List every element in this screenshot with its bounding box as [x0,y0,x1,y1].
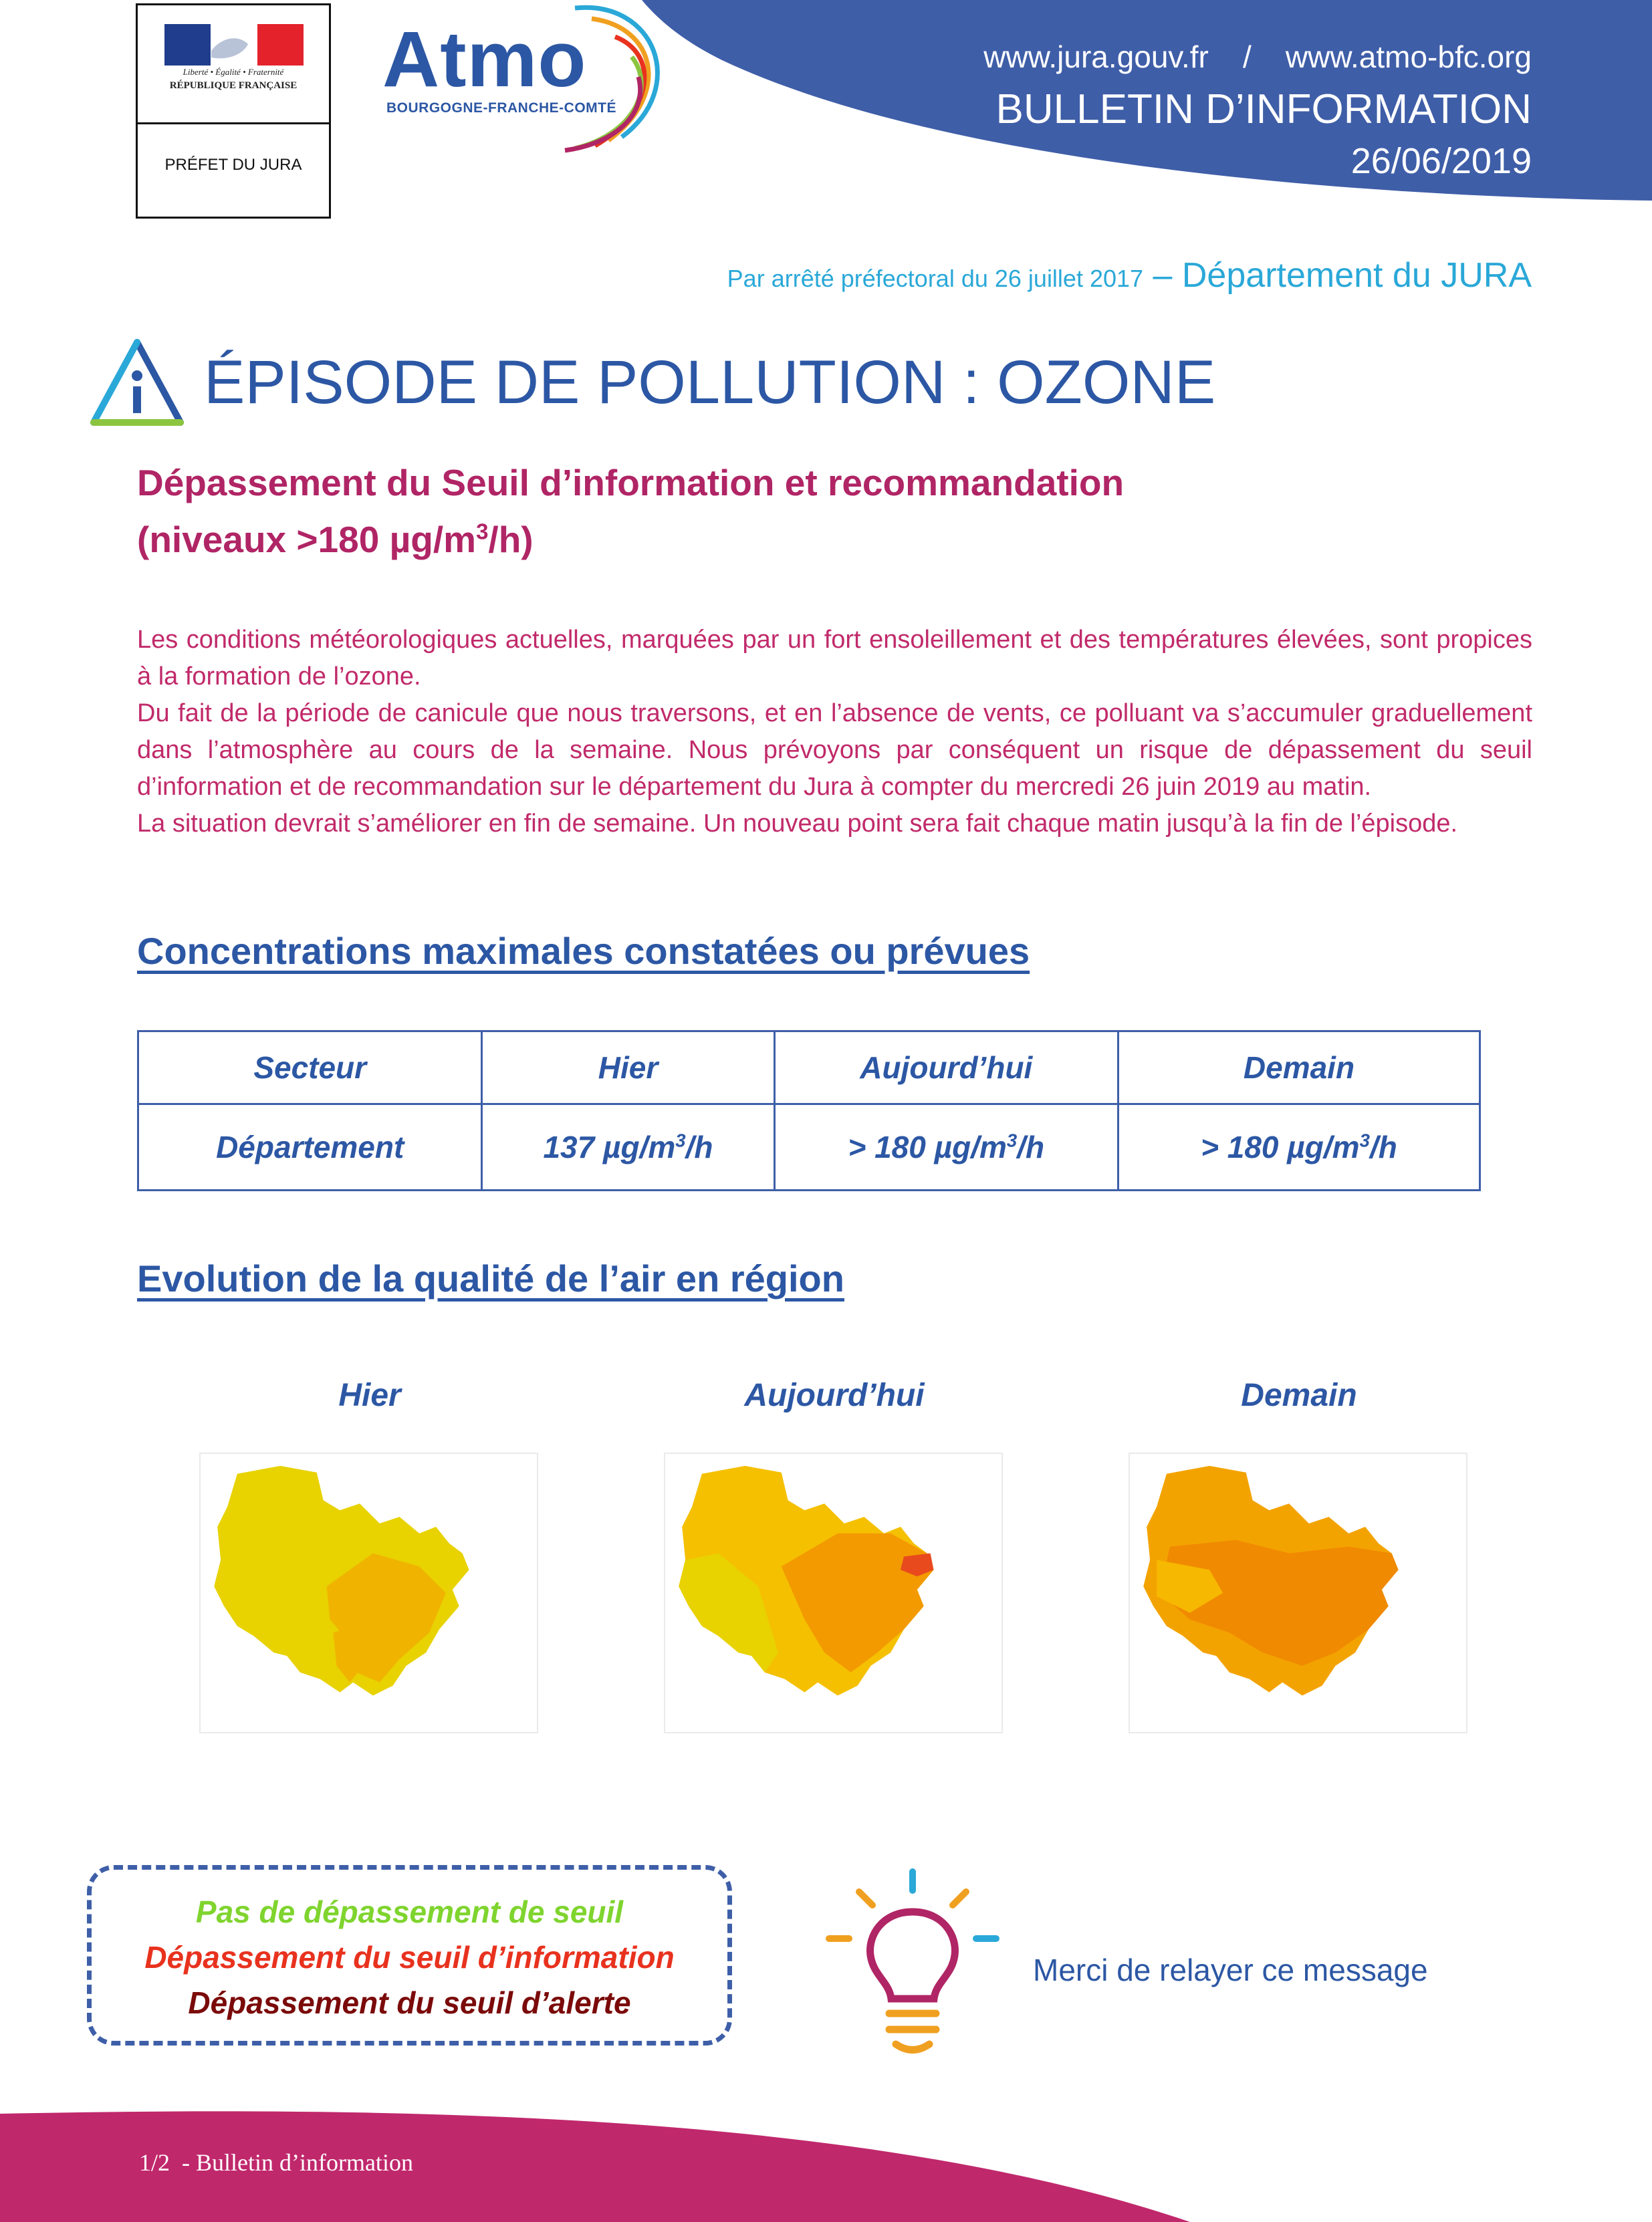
concentrations-table [137,1030,1481,1191]
cell-sector: Département [138,1104,482,1191]
atmo-logo-text: Atmo [382,15,587,104]
table-row [138,1104,1480,1191]
subtitle-line-2: (niveaux >180 $\mu g/m^3/h$) [137,519,534,560]
arrete-line [727,255,1532,295]
region-map-aujourdhui [665,1454,1001,1732]
header-demain: Demain [1118,1031,1480,1104]
map-label-aujourdhui: Aujourd’hui [744,1378,925,1413]
legend-alert-exceed: Dépassement du seuil d’alerte [188,1985,631,2020]
cell-hier: 137 $\mu g/m^3/h$ [482,1104,774,1191]
legend-no-exceed: Pas de dépassement de seuil [195,1894,624,1929]
prefet-motto: Liberté • Égalité • Fraternité [183,67,284,77]
region-map-demain [1130,1454,1466,1732]
paragraph-3: La situation devrait s’améliorer en fin de semaine. Un nouveau point sera fait chaque matin jusqu’à la fin de l’épisode. [137,810,1458,838]
warning-info-icon [87,334,187,435]
bulletin-date: 26/06/2019 [1350,141,1532,181]
header-aujourdhui: Aujourd’hui [774,1031,1118,1104]
paragraph-1: Les conditions météorologiques actuelles, marquées par un fort ensoleillement et des températures élevées, sont propices à la formation de l’ozone. [137,626,1532,691]
prefet-label: PRÉFET DU JURA [164,156,302,174]
map-aujourdhui [664,1453,1003,1733]
arrete-text: Par arrêté préfectoral du 26 juillet 2017 [727,265,1144,292]
description-text [137,622,1532,842]
arrete-dash: – [1143,256,1182,295]
map-hier [199,1453,538,1733]
header-hier: Hier [482,1031,774,1104]
legend-info-exceed: Dépassement du seuil d’information [144,1940,675,1975]
lightbulb-icon [822,1865,1003,2059]
cell-aujourdhui: > 180 $\mu g/m^3/h$ [774,1104,1118,1191]
page-title: ÉPISODE DE POLLUTION : OZONE [204,348,1216,416]
map-label-hier: Hier [338,1378,401,1413]
paragraph-2: Du fait de la période de canicule que nous traversons, et en l’absence de vents, ce polluant va s’accumuler graduellement dans l’atmosphère au cours de la semaine. Nous prévoyons par conséquent un risque de dépassement du seuil d’information et de recommandation sur le département du Jura à compter du mercredi 26 juin 2019 au matin. [137,699,1532,801]
arrete-department: Département du JURA [1181,256,1532,295]
bulletin-title: BULLETIN D’INFORMATION [995,86,1532,132]
concentrations-title: Concentrations maximales constatées ou prévues [137,930,1030,972]
prefet-logo-block [136,3,331,219]
threshold-legend [87,1865,732,2046]
atmo-logo-region: BOURGOGNE-FRANCHE-COMTÉ [386,100,616,116]
cell-demain: > 180 $\mu g/m^3/h$ [1118,1104,1480,1191]
marianne-flag-icon [164,24,304,66]
table-header-row [138,1031,1480,1104]
map-demain [1129,1453,1467,1733]
map-label-demain: Demain [1241,1378,1357,1413]
relay-message: Merci de relayer ce message [1033,1953,1428,1987]
prefet-republic: RÉPUBLIQUE FRANÇAISE [169,80,298,91]
header-secteur: Secteur [138,1031,482,1104]
header-urls[interactable]: www.jura.gouv.fr / www.atmo-bfc.org [983,39,1532,74]
subtitle-line-1: Dépassement du Seuil d’information et recommandation [137,462,1125,503]
evolution-title: Evolution de la qualité de l’air en région [137,1257,844,1300]
footer-page-label: 1/2 - Bulletin d’information [139,2149,413,2176]
region-map-hier [201,1454,537,1732]
